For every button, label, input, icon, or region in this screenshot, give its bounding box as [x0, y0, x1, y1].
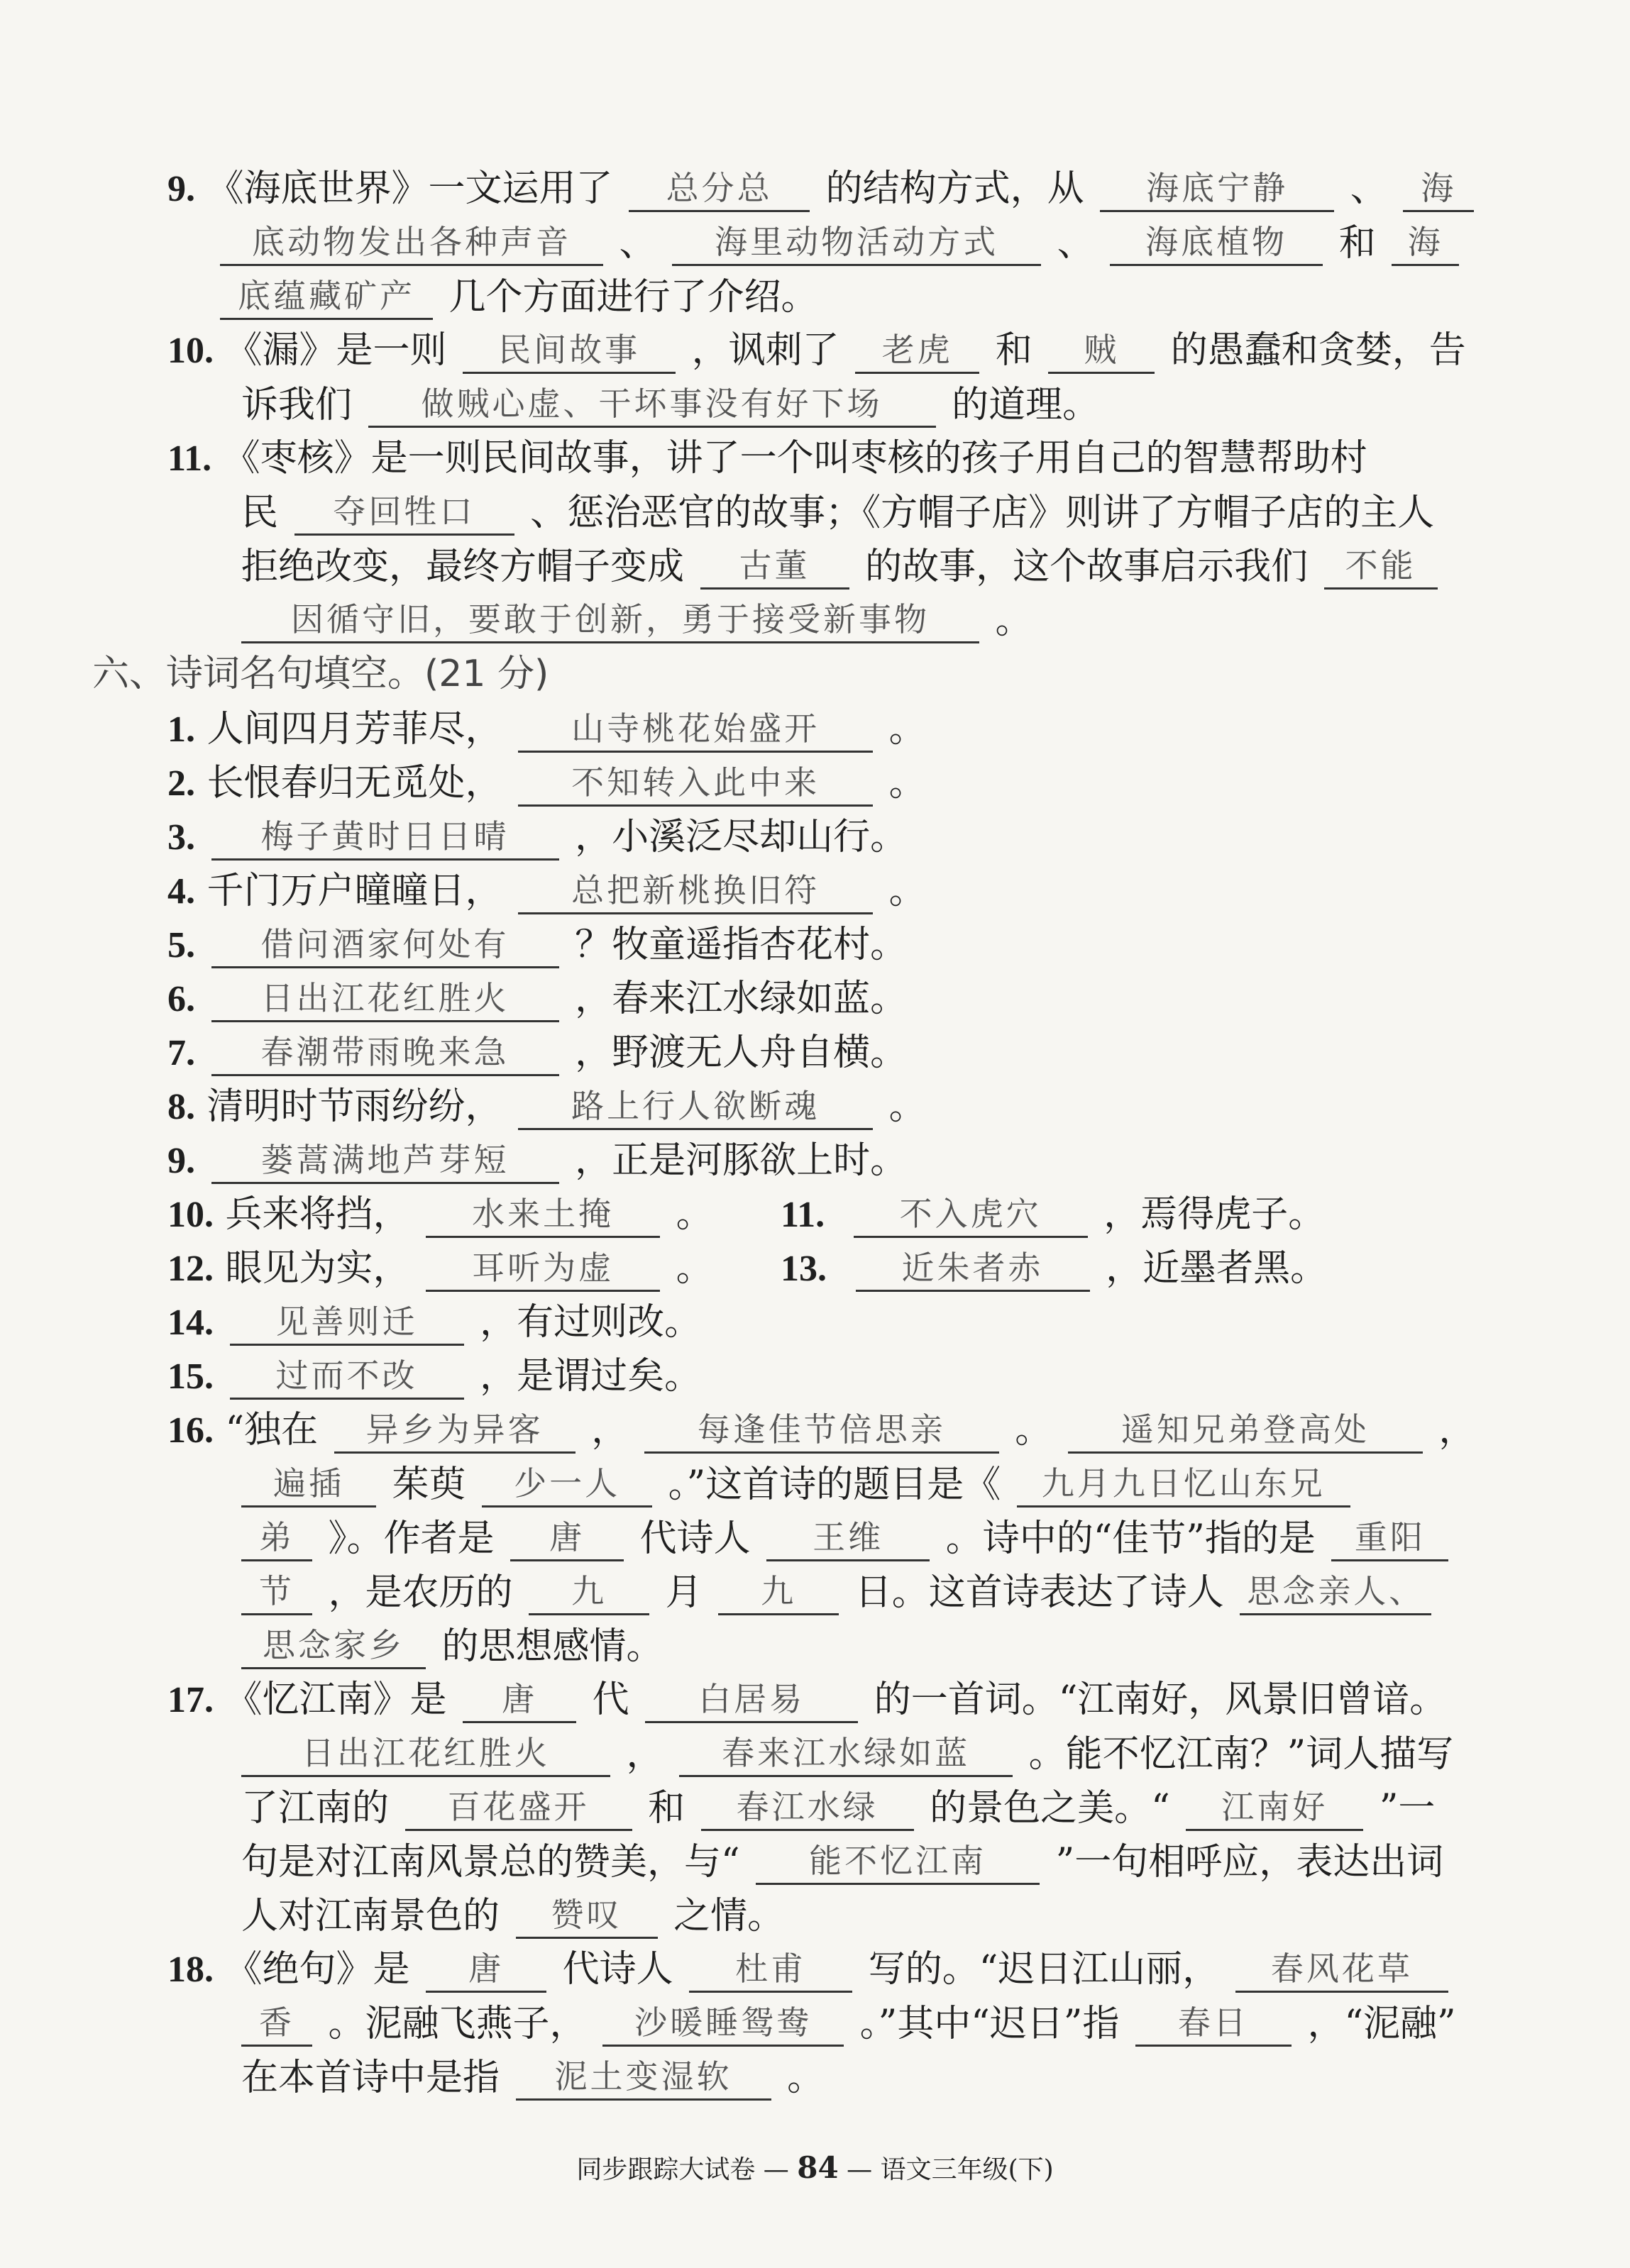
q16-line-2: [241, 1461, 1355, 1511]
footer-book-title: 同步跟踪大试卷: [576, 2155, 756, 2184]
question-number: 16.: [167, 1410, 214, 1451]
question-number: 5.: [167, 925, 195, 966]
question-text: 。: [995, 599, 1032, 642]
answer-blank: 遥知兄弟登高处: [1068, 1407, 1423, 1454]
answer-blank: 赞叹: [516, 1893, 658, 1939]
q16-line-1: [167, 1407, 1475, 1457]
answer-blank: 不知转入此中来: [518, 760, 873, 807]
answer-blank: 民间故事: [463, 328, 676, 374]
question-text: 、: [619, 222, 656, 265]
question-text: ，野渡无人舟自横。: [575, 1031, 908, 1074]
question-text: 。: [888, 762, 926, 804]
question-text: ？牧童遥指杏花村。: [575, 924, 908, 966]
answer-blank: 泥土变湿软: [516, 2054, 771, 2101]
answer-blank: 因循守旧，要敢于创新，勇于接受新事物: [241, 597, 979, 643]
question-number: 11.: [781, 1195, 825, 1235]
question-text: 的结构方式，从: [825, 167, 1084, 210]
answer-blank: 老虎: [855, 328, 979, 374]
poem-q13: [781, 1246, 1327, 1295]
question-number: 12.: [167, 1249, 214, 1289]
q9-line-2: [220, 220, 1463, 270]
question-text: 。”这首诗的题目是《: [668, 1464, 1001, 1506]
question-text: ，讽刺了: [691, 329, 839, 372]
answer-blank: 香: [241, 2001, 312, 2047]
answer-blank: 耳听为虚: [426, 1246, 660, 1292]
answer-blank: 少一人: [482, 1461, 652, 1508]
poem-q6: [167, 976, 907, 1026]
question-text: 人间四月芳菲尽，: [206, 708, 502, 751]
answer-blank: 过而不改: [230, 1354, 464, 1400]
answer-blank: 做贼心虚、干坏事没有好下场: [368, 382, 936, 428]
question-text: ，有过则改。: [480, 1301, 702, 1344]
answer-blank: 能不忆江南: [756, 1839, 1040, 1885]
q16-line-5: [241, 1623, 663, 1673]
poem-q11: [781, 1192, 1325, 1241]
poem-q15: [167, 1354, 701, 1403]
question-text: ，是农历的: [328, 1571, 513, 1614]
question-text: 。: [676, 1247, 713, 1290]
q18-line-2: [241, 2001, 1456, 2050]
question-text: 眼见为实，: [225, 1247, 410, 1290]
question-text: ，: [626, 1733, 663, 1776]
answer-blank: 不入虎穴: [854, 1192, 1088, 1238]
answer-blank: 贼: [1048, 328, 1155, 374]
question-text: 清明时节雨纷纷，: [206, 1085, 502, 1128]
answer-blank: 总把新桃换旧符: [518, 868, 873, 914]
answer-blank: 水来土掩: [426, 1192, 660, 1238]
question-number: 2.: [167, 763, 195, 804]
q10-line-1: [167, 328, 1466, 377]
q17-line-5: [241, 1893, 784, 1942]
question-text: 代诗人: [562, 1948, 673, 1991]
question-text: ”一句相呼应，表达出词: [1055, 1841, 1444, 1883]
question-number: 3.: [167, 817, 195, 858]
poem-q12: [167, 1246, 713, 1295]
question-text: 的愚蠢和贪婪，告: [1170, 329, 1466, 372]
poem-q4: [167, 868, 926, 918]
q11-line-4: [241, 597, 1032, 647]
question-text: 了江南的: [241, 1787, 390, 1830]
question-text: 的思想感情。: [441, 1625, 663, 1668]
question-number: 9.: [167, 169, 195, 209]
answer-blank: 王维: [766, 1515, 930, 1561]
question-text: 。: [1015, 1409, 1052, 1451]
question-text: 几个方面进行了介绍。: [448, 276, 818, 319]
answer-blank: 九: [718, 1569, 839, 1615]
poem-q7: [167, 1030, 907, 1080]
answer-blank: 弟: [241, 1515, 312, 1561]
question-number: 1.: [167, 709, 195, 750]
poem-q9: [167, 1138, 907, 1188]
q17-line-3: [241, 1785, 1435, 1835]
answer-blank: 春风花草: [1235, 1947, 1448, 1993]
answer-blank: 路上行人欲断魂: [518, 1084, 873, 1130]
question-number: 17.: [167, 1680, 214, 1720]
question-text: 。泥融飞燕子，: [328, 2003, 587, 2045]
question-text: 的景色之美。“: [930, 1787, 1170, 1830]
question-text: 茱萸: [392, 1464, 466, 1506]
poem-q14: [167, 1300, 701, 1349]
q16-line-3: [241, 1515, 1453, 1565]
answer-blank: 古董: [700, 543, 849, 590]
poem-q2: [167, 760, 926, 810]
question-text: 句是对江南风景总的赞美，与“: [241, 1841, 740, 1883]
question-number: 10.: [167, 1195, 214, 1235]
question-text: 。: [676, 1193, 713, 1236]
answer-blank: 见善则迁: [230, 1300, 464, 1346]
answer-blank: 借问酒家何处有: [211, 922, 559, 968]
question-text: ，焉得虎子。: [1103, 1193, 1326, 1236]
footer-separator: —: [763, 2155, 789, 2184]
question-text: 和: [995, 329, 1032, 372]
question-text: ，近墨者黑。: [1106, 1247, 1328, 1290]
q9-line-1: [167, 166, 1478, 216]
answer-blank: 近朱者赤: [856, 1246, 1090, 1292]
answer-blank: 海里动物活动方式: [672, 220, 1041, 266]
question-text: ，“泥融”: [1307, 2003, 1456, 2045]
question-text: 的道理。: [952, 384, 1100, 426]
question-text: 、: [1057, 222, 1094, 265]
q11-line-2: [241, 489, 1434, 539]
question-text: 写的。“迟日江山丽，: [868, 1948, 1220, 1991]
question-text: 、惩治恶官的故事；《方帽子店》则讲了方帽子店的主人: [530, 492, 1435, 534]
answer-blank: 山寺桃花始盛开: [518, 707, 873, 753]
question-text: 《绝句》是: [225, 1948, 410, 1991]
answer-blank: 不能: [1324, 543, 1438, 590]
question-text: 。能不忆江南？”词人描写: [1028, 1733, 1454, 1776]
question-text: 长恨春归无觅处，: [206, 762, 502, 804]
q17-line-4: [241, 1839, 1443, 1888]
question-number: 13.: [781, 1249, 827, 1289]
question-text: 千门万户曈曈日，: [206, 870, 502, 912]
q11-line-3: [241, 543, 1442, 593]
question-text: 在本首诗中是指: [241, 2057, 500, 2099]
answer-blank: 每逢佳节倍思亲: [644, 1407, 999, 1454]
answer-blank: 白居易: [645, 1677, 858, 1723]
question-text: 。: [787, 2057, 825, 2099]
question-text: 月: [665, 1571, 703, 1614]
question-text: 》。作者是: [328, 1517, 495, 1560]
answer-blank: 底蕴藏矿产: [220, 274, 433, 320]
question-text: 拒绝改变，最终方帽子变成: [241, 546, 685, 588]
answer-blank: 海底植物: [1110, 220, 1323, 266]
answer-blank: 思念亲人、: [1240, 1569, 1431, 1615]
poem-q5: [167, 922, 907, 972]
question-text: 和: [648, 1787, 685, 1830]
question-text: 《枣核》是一则民间故事，讲了一个叫枣核的孩子用自己的智慧帮助村: [223, 437, 1367, 480]
answer-blank: 节: [241, 1569, 312, 1615]
footer-subject: 语文三年级(下): [880, 2155, 1054, 2184]
poem-q10: [167, 1192, 713, 1241]
answer-blank: 蒌蒿满地芦芽短: [211, 1138, 559, 1184]
answer-blank: 杜甫: [689, 1947, 852, 1993]
answer-blank: 异乡为异客: [334, 1407, 576, 1454]
answer-blank: 唐: [510, 1515, 624, 1561]
poem-q1: [167, 707, 926, 756]
question-text: 诉我们: [241, 384, 353, 426]
question-text: 、: [1350, 167, 1387, 210]
answer-blank: 春江水绿: [701, 1785, 914, 1831]
question-text: 。: [888, 1085, 926, 1128]
question-text: 人对江南景色的: [241, 1895, 500, 1937]
q9-line-3: [220, 274, 818, 323]
poem-q3: [167, 814, 907, 864]
q17-line-2: [241, 1731, 1453, 1781]
question-text: 代诗人: [639, 1517, 751, 1560]
answer-blank: 百花盛开: [405, 1785, 632, 1831]
question-number: 8.: [167, 1087, 195, 1127]
answer-blank: 夺回牲口: [294, 489, 514, 536]
q18-line-1: [167, 1947, 1453, 1996]
answer-blank: 遍插: [241, 1461, 376, 1508]
answer-blank: 唐: [426, 1947, 546, 1993]
answer-blank: 沙暖睡鸳鸯: [602, 2001, 844, 2047]
question-number: 15.: [167, 1356, 214, 1397]
answer-blank: 底动物发出各种声音: [220, 220, 603, 266]
question-text: 。”其中“迟日”指: [859, 2003, 1120, 2045]
question-text: ”一: [1379, 1787, 1436, 1830]
question-text: 的一首词。“江南好，风景旧曾谙。: [874, 1678, 1447, 1721]
answer-blank: 梅子黄时日日晴: [211, 814, 559, 861]
question-text: 《漏》是一则: [225, 329, 447, 372]
answer-blank: 唐: [463, 1677, 576, 1723]
q17-line-1: [167, 1677, 1446, 1727]
question-text: 。: [888, 870, 926, 912]
question-text: 。: [888, 708, 926, 751]
answer-blank: 春潮带雨晚来急: [211, 1030, 559, 1076]
section-heading: 六、诗词名句填空。(21 分): [92, 653, 549, 695]
question-number: 9.: [167, 1141, 195, 1181]
question-number: 6.: [167, 979, 195, 1019]
question-text: ，小溪泛尽却山行。: [575, 816, 908, 858]
q11-line-1: [167, 436, 1367, 485]
answer-blank: 海: [1403, 166, 1474, 212]
question-text: ，春来江水绿如蓝。: [575, 978, 908, 1020]
question-text: 《海底世界》一文运用了: [206, 167, 613, 210]
answer-blank: 海: [1392, 220, 1459, 266]
answer-blank: 海底宁静: [1100, 166, 1334, 212]
answer-blank: 总分总: [629, 166, 810, 212]
question-text: ，正是河豚欲上时。: [575, 1139, 908, 1182]
question-text: ，: [1438, 1409, 1476, 1451]
question-number: 4.: [167, 871, 195, 912]
answer-blank: 日出江花红胜火: [241, 1731, 610, 1777]
question-text: 日。这首诗表达了诗人: [854, 1571, 1224, 1614]
footer-separator: —: [847, 2155, 873, 2184]
question-text: 民: [241, 492, 279, 534]
answer-blank: 春日: [1135, 2001, 1292, 2047]
q10-line-2: [241, 382, 1099, 431]
answer-blank: 春来江水绿如蓝: [679, 1731, 1013, 1777]
answer-blank: 重阳: [1331, 1515, 1448, 1561]
question-text: 的故事，这个故事启示我们: [865, 546, 1309, 588]
question-text: 之情。: [673, 1895, 785, 1937]
q18-line-3: [241, 2054, 824, 2104]
question-number: 14.: [167, 1302, 214, 1343]
page-footer: [0, 2150, 1630, 2186]
answer-blank: 思念家乡: [241, 1623, 426, 1669]
question-number: 10.: [167, 331, 214, 371]
answer-blank: 九: [529, 1569, 649, 1615]
page-number: 84: [797, 2150, 839, 2185]
question-number: 7.: [167, 1033, 195, 1073]
question-number: 11.: [167, 438, 212, 479]
q16-line-4: [241, 1569, 1436, 1619]
question-text: 和: [1338, 222, 1376, 265]
question-text: ，: [591, 1409, 629, 1451]
poem-q8: [167, 1084, 926, 1134]
answer-blank: 日出江花红胜火: [211, 976, 559, 1022]
question-text: 。诗中的“佳节”指的是: [945, 1517, 1316, 1560]
question-text: “独在: [225, 1409, 319, 1451]
question-number: 18.: [167, 1949, 214, 1990]
question-text: 代: [592, 1678, 629, 1721]
question-text: 《忆江南》是: [225, 1678, 447, 1721]
question-text: 兵来将挡，: [225, 1193, 410, 1236]
answer-blank: 江南好: [1186, 1785, 1363, 1831]
answer-blank: 九月九日忆山东兄: [1017, 1461, 1350, 1508]
question-text: ，是谓过矣。: [480, 1355, 702, 1398]
